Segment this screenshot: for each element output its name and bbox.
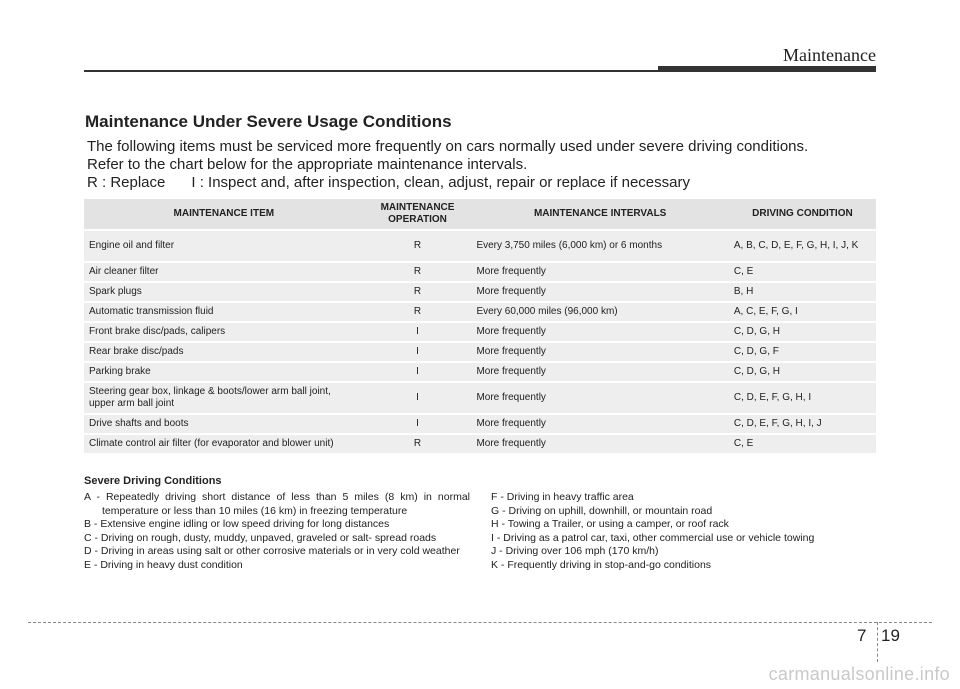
footer-rule — [28, 622, 932, 623]
table-row — [84, 363, 876, 381]
cell-operation: R — [364, 263, 472, 281]
header-maintenance-intervals: MAINTENANCE INTERVALS — [471, 199, 728, 229]
chapter-number: 7 — [857, 626, 867, 645]
cell-interval: More frequently — [471, 263, 728, 281]
watermark: carmanualsonline.info — [768, 664, 950, 684]
cell-item: Air cleaner filter — [84, 263, 364, 281]
table-row — [84, 323, 876, 341]
cell-condition: C, E — [729, 435, 876, 453]
cell-interval: More frequently — [471, 363, 728, 381]
condition-f: F - Driving in heavy traffic area — [491, 491, 634, 503]
cell-operation: I — [364, 415, 472, 433]
cell-interval: More frequently — [471, 415, 728, 433]
condition-k: K - Frequently driving in stop-and-go conditions — [491, 558, 712, 571]
cell-condition: C, D, G, H — [729, 323, 876, 341]
cell-item: Automatic transmission fluid — [84, 303, 364, 321]
section-title: Maintenance Under Severe Usage Conditions — [85, 112, 452, 131]
intro-line-1: The following items must be serviced more frequently on cars normally used under severe driving conditions. — [87, 138, 809, 155]
intro-line-2: Refer to the chart below for the appropriate maintenance intervals. — [87, 156, 528, 173]
condition-j: J - Driving over 106 mph (170 km/h) — [491, 545, 659, 558]
condition-d: D - Driving in areas using salt or other corrosive materials or in very cold weather — [84, 545, 460, 558]
conditions-right-column — [491, 491, 876, 573]
chapter-header-title: Maintenance — [783, 45, 876, 65]
conditions-left-column — [84, 491, 470, 573]
table-header-row — [84, 199, 876, 229]
cell-item: Spark plugs — [84, 283, 364, 301]
cell-item: Drive shafts and boots — [84, 415, 364, 433]
page-number-divider — [877, 622, 878, 662]
cell-condition: A, C, E, F, G, I — [729, 303, 876, 321]
cell-interval: More frequently — [471, 383, 728, 413]
legend-replace: R : Replace — [87, 174, 166, 191]
cell-item: Parking brake — [84, 363, 364, 381]
condition-g: G - Driving on uphill, downhill, or mountain road — [491, 504, 713, 517]
cell-condition: B, H — [729, 283, 876, 301]
cell-item: Engine oil and filter — [84, 231, 364, 261]
condition-b: B - Extensive engine idling or low speed driving for long distances — [84, 518, 390, 531]
cell-condition: C, D, E, F, G, H, I, J — [729, 415, 876, 433]
cell-item: Climate control air filter (for evaporator and blower unit) — [84, 435, 364, 453]
cell-condition: C, D, G, H — [729, 363, 876, 381]
table-row — [84, 231, 876, 261]
cell-operation: R — [364, 303, 472, 321]
table-row — [84, 415, 876, 433]
table-row — [84, 343, 876, 361]
cell-item: Front brake disc/pads, calipers — [84, 323, 364, 341]
cell-operation: I — [364, 383, 472, 413]
header-rule — [84, 70, 664, 72]
cell-condition: A, B, C, D, E, F, G, H, I, J, K — [729, 231, 876, 261]
header-rule-accent — [658, 66, 876, 72]
severe-conditions-title: Severe Driving Conditions — [84, 475, 222, 487]
cell-operation: I — [364, 363, 472, 381]
cell-interval: More frequently — [471, 435, 728, 453]
condition-c: C - Driving on rough, dusty, muddy, unpaved, graveled or salt- spread roads — [84, 531, 437, 544]
cell-interval: Every 60,000 miles (96,000 km) — [471, 303, 728, 321]
table-row — [84, 383, 876, 413]
condition-i: I - Driving as a patrol car, taxi, other commercial use or vehicle towing — [491, 531, 815, 544]
cell-operation: I — [364, 323, 472, 341]
legend-inspect: I : Inspect and, after inspection, clean, adjust, repair or replace if necessary — [191, 174, 690, 191]
cell-interval: Every 3,750 miles (6,000 km) or 6 months — [471, 231, 728, 261]
condition-a: A - Repeatedly driving short distance of less than 5 miles (8 km) in normal temperature or less than 10 miles (16 km) in freezing temperature — [84, 491, 470, 517]
table-row — [84, 263, 876, 281]
cell-item: Steering gear box, linkage & boots/lower arm ball joint, upper arm ball joint — [84, 383, 364, 413]
header-maintenance-item: MAINTENANCE ITEM — [84, 199, 364, 229]
table-row — [84, 435, 876, 453]
condition-e: E - Driving in heavy dust condition — [84, 558, 243, 571]
cell-interval: More frequently — [471, 323, 728, 341]
intro-text — [87, 138, 867, 192]
cell-item: Rear brake disc/pads — [84, 343, 364, 361]
condition-h: H - Towing a Trailer, or using a camper, or roof rack — [491, 518, 729, 531]
cell-interval: More frequently — [471, 343, 728, 361]
cell-operation: R — [364, 231, 472, 261]
page-number: 19 — [881, 626, 900, 645]
maintenance-table — [84, 197, 876, 455]
cell-operation: R — [364, 283, 472, 301]
header-maintenance-operation: MAINTENANCE OPERATION — [364, 199, 472, 229]
cell-condition: C, D, G, F — [729, 343, 876, 361]
operation-legend — [87, 174, 867, 192]
table-row — [84, 303, 876, 321]
cell-interval: More frequently — [471, 283, 728, 301]
cell-operation: R — [364, 435, 472, 453]
cell-operation: I — [364, 343, 472, 361]
cell-condition: C, E — [729, 263, 876, 281]
cell-condition: C, D, E, F, G, H, I — [729, 383, 876, 413]
header-driving-condition: DRIVING CONDITION — [729, 199, 876, 229]
table-row — [84, 283, 876, 301]
